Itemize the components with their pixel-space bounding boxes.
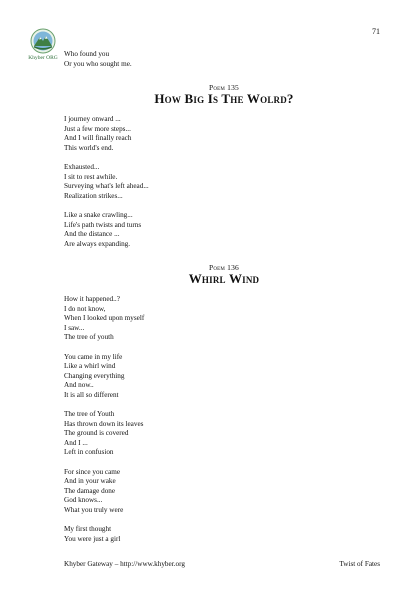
poem-136-stanza-5 xyxy=(64,525,384,544)
poem-line: Realization strikes... xyxy=(64,191,123,200)
poem-line: God knows... xyxy=(64,496,103,504)
poem-line: For since you came xyxy=(64,467,121,476)
poem-line: You were just a girl xyxy=(64,534,121,543)
poem-line: Has thrown down its leaves xyxy=(64,419,144,428)
intro-stanza xyxy=(64,50,384,69)
poem-line: And the distance ... xyxy=(64,230,120,238)
poem-135-stanza-2 xyxy=(64,163,384,201)
page-content xyxy=(64,50,384,554)
footer-book-title: Twist of Fates xyxy=(339,560,380,568)
poem-line: You came in my life xyxy=(64,352,123,361)
poem-136-title: Whirl Wind xyxy=(188,270,260,286)
poem-136-stanza-3 xyxy=(64,410,384,458)
poem-line: Surveying what's left ahead... xyxy=(64,182,149,190)
poem-line: The ground is covered xyxy=(64,429,129,437)
poem-136-stanza-2 xyxy=(64,353,384,401)
poem-136-stanza-1 xyxy=(64,295,384,343)
poem-line: Life's path twists and turns xyxy=(64,220,142,229)
page-number: 71 xyxy=(372,27,380,36)
poem-line: How it happened..? xyxy=(64,295,120,303)
poem-line: Like a snake crawling... xyxy=(64,211,133,219)
footer-source-link[interactable]: Khyber Gateway – http://www.khyber.org xyxy=(64,560,185,568)
poem-line: Just a few more steps... xyxy=(64,124,131,133)
poem-line: Like a whirl wind xyxy=(64,362,116,370)
poem-135-stanza-3 xyxy=(64,211,384,249)
poem-line: Or you who sought me. xyxy=(64,59,132,68)
poem-line: I journey onward ... xyxy=(64,115,121,123)
poem-line: Left in confusion xyxy=(64,448,114,456)
page-footer xyxy=(64,560,380,568)
poem-136-stanza-4 xyxy=(64,468,384,516)
poem-line: And I ... xyxy=(64,438,88,447)
poem-135-label: Poem 135 xyxy=(208,83,239,92)
poem-line: Are always expanding. xyxy=(64,239,131,248)
poem-line: When I looked upon myself xyxy=(64,314,145,322)
poem-line: What you truly were xyxy=(64,505,124,514)
mountain-logo-icon xyxy=(30,28,56,54)
poem-line: And I will finally reach xyxy=(64,134,132,142)
poem-135-title: How Big Is The Wolrd? xyxy=(154,90,294,106)
poem-136-label: Poem 136 xyxy=(208,263,239,272)
poem-line: I sit to rest awhile. xyxy=(64,172,118,181)
poem-line: Exhausted... xyxy=(64,163,100,171)
poem-line: Who found you xyxy=(64,50,110,58)
poem-line: The damage done xyxy=(64,486,116,495)
poem-line: I do not know, xyxy=(64,304,106,313)
poem-line: The tree of youth xyxy=(64,333,114,341)
poem-line: This world's end. xyxy=(64,143,114,152)
poem-line: Changing everything xyxy=(64,371,125,380)
poem-line: I saw... xyxy=(64,323,85,332)
poem-line: And now.. xyxy=(64,381,94,389)
poem-line: And in your wake xyxy=(64,477,116,485)
poem-line: It is all so different xyxy=(64,390,119,399)
poem-135-stanza-1 xyxy=(64,115,384,153)
khyber-logo xyxy=(24,28,62,61)
logo-text: Khyber ORG xyxy=(28,55,58,61)
poem-line: My first thought xyxy=(64,525,112,533)
poem-line: The tree of Youth xyxy=(64,410,115,418)
